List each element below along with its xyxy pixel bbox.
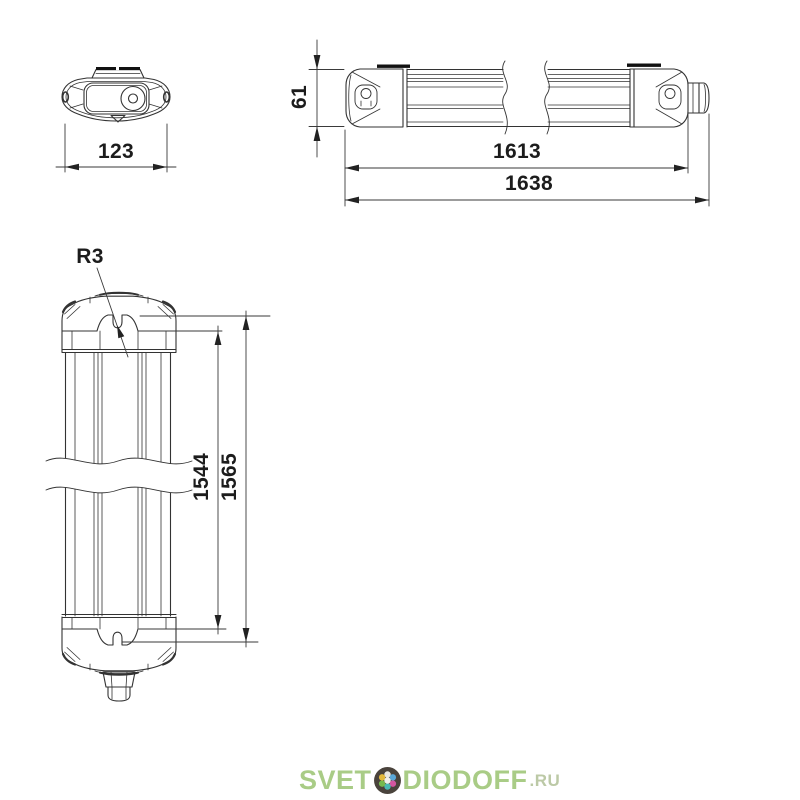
dim-label-side-height: 61 bbox=[288, 85, 311, 109]
front-view-drawing bbox=[46, 293, 192, 701]
dim-label-front-length-outer: 1565 bbox=[218, 453, 241, 501]
dim-label-side-length-outer: 1638 bbox=[505, 172, 553, 195]
watermark bbox=[299, 765, 560, 796]
side-view-drawing bbox=[346, 61, 709, 134]
watermark-text-diodoff: DIODOFF bbox=[402, 765, 528, 795]
dim-label-side-length-inner: 1613 bbox=[493, 140, 541, 163]
dim-label-end-width: 123 bbox=[98, 140, 134, 163]
dim-label-front-length-inner: 1544 bbox=[190, 453, 213, 501]
watermark-led-logo-icon bbox=[373, 766, 402, 795]
front-view-dimensions bbox=[97, 268, 270, 647]
watermark-text-ru: .RU bbox=[529, 770, 561, 790]
dim-label-front-radius: R3 bbox=[76, 245, 104, 268]
watermark-text-svet: SVET bbox=[299, 765, 372, 795]
end-view-drawing bbox=[62, 67, 170, 122]
